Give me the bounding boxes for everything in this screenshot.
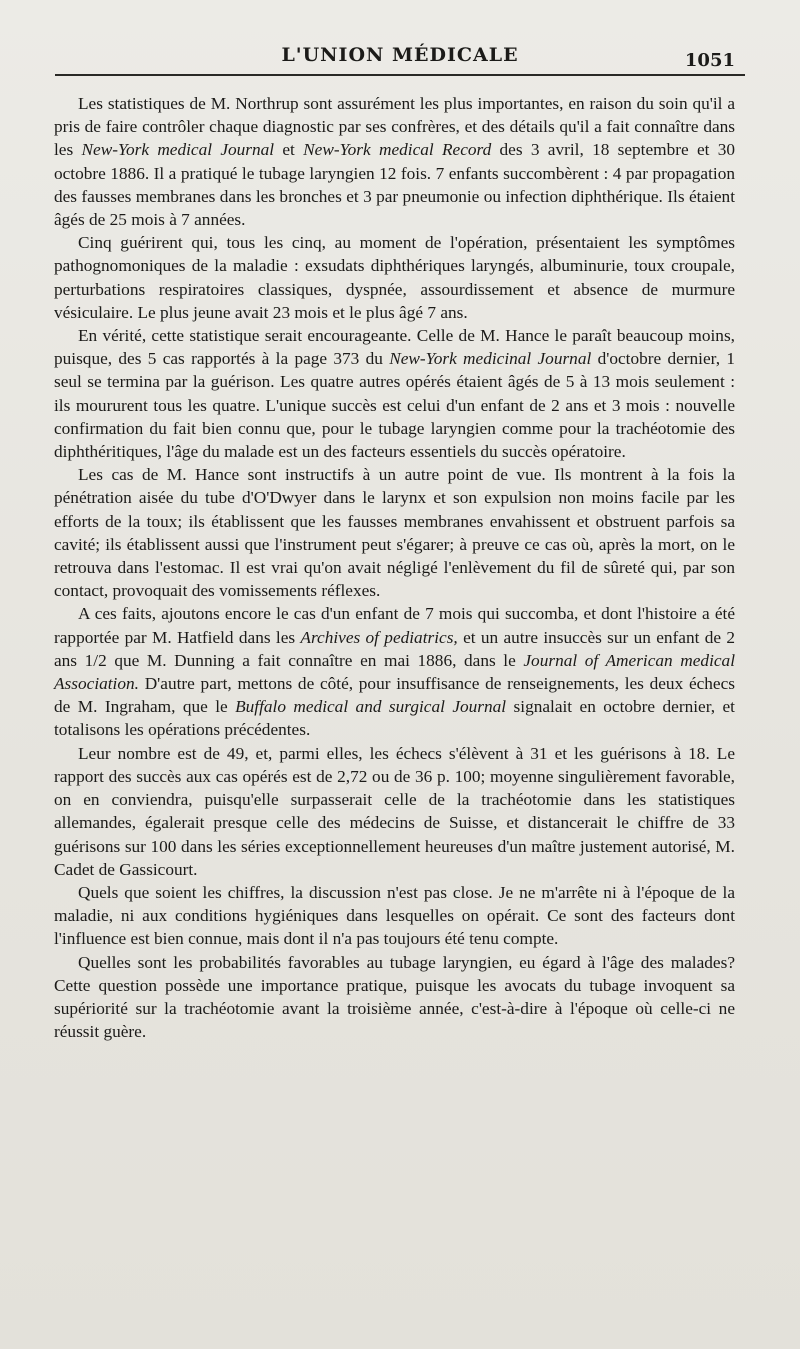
running-head: L'UNION MÉDICALE xyxy=(281,44,519,66)
text-run: Cinq guérirent qui, tous les cinq, au moment de l'opération, présentaient les symptômes pathognomoniques de la maladie : exsudats diphthériques laryngés, albuminurie, toux croupale, perturbations respiratoires classiques, dyspnée, assourdissement et absence de murmure vésiculaire. Le plus jeune avait 23 mois et le plus âgé 7 ans. xyxy=(54,233,735,322)
paragraph xyxy=(54,602,735,741)
text-run: signalait en octobre dernier, et totalisons les opérations précédentes. xyxy=(54,697,735,740)
italic-title: New-York medicinal Journal xyxy=(389,349,592,369)
text-run: Les cas de M. Hance sont instructifs à un autre point de vue. Ils montrent à la fois la pénétration aisée du tube d'O'Dwyer dans le larynx et son expulsion non moins facile par les efforts de la toux; ils établissent que les fausses membranes envahissent et obstruent parfois sa cavité; ils établissent aussi que l'instrument peut s'égarer; à preuve ce cas où, après la mort, on le retrouva dans l'estomac. Il est vrai qu'on avait négligé l'enlèvement du fil de sûreté qui, par son contact, provoquait des vomissements réflexes. xyxy=(54,465,735,601)
text-run: des 3 avril, 18 septembre et 30 octobre 1886. Il a pratiqué le tubage laryngien 12 fois. 7 enfants succombèrent : 4 par propagation des fausses membranes dans les bronches et 3 par pneumonie ou infection diphthérique. Ils étaient âgés de 25 mois à 7 années. xyxy=(54,140,735,230)
paragraph xyxy=(54,881,735,951)
text-run: A ces faits, ajoutons encore le cas d'un enfant de 7 mois qui succomba, et dont l'histoire a été rapportée par M. Hatfield dans les xyxy=(54,604,735,647)
text-run: Les statistiques de M. Northrup sont assurément les plus importantes, en raison du soin qu'il a pris de faire contrôler chaque diagnostic par ses confrères, et des détails qu'il a fait connaître dans les xyxy=(54,94,735,160)
text-run: D'autre part, mettons de côté, pour insuffisance de renseignements, les deux échecs de M. Ingraham, que le xyxy=(54,674,735,717)
page-header xyxy=(55,40,745,80)
italic-title: New-York medical Record xyxy=(303,140,492,160)
paragraph xyxy=(54,951,735,1044)
text-run: et xyxy=(274,140,304,160)
body-text xyxy=(54,92,735,1043)
text-run: d'octobre dernier, 1 seul se termina par la guérison. Les quatre autres opérés étaient âgés de 5 à 13 mois seulement : ils moururent tous les quatre. L'unique succès est celui d'un enfant de 2 ans et 3 mois : nouvelle confirmation du fait bien connu que, pour le tubage laryngien comme pour la trachéotomie des diphthéritiques, l'âge du malade est un des facteurs essentiels du succès opératoire. xyxy=(54,349,735,462)
page-number: 1051 xyxy=(684,50,735,71)
italic-title: Journal of American medical Association. xyxy=(54,650,735,694)
italic-title: New-York medical Journal xyxy=(81,140,275,160)
text-run: Leur nombre est de 49, et, parmi elles, les échecs s'élèvent à 31 et les guérisons à 18. Le rapport des succès aux cas opérés est de 2,72 ou de 36 p. 100; moyenne singulièrement favorable, on en conviendra, puisqu'elle surpasserait celle de la trachéotomie dans les statistiques allemandes, égalerait presque celle des médecins de Suisse, et distancerait le chiffre de 33 guérisons sur 100 dans les séries exceptionnellement heureuses d'un maître justement autorisé, M. Cadet de Gassicourt. xyxy=(54,743,735,879)
header-rule xyxy=(55,74,745,76)
paragraph xyxy=(54,742,735,881)
italic-title: Buffalo medical and surgical Journal xyxy=(235,697,507,717)
paragraph xyxy=(54,324,735,463)
text-run: Quels que soient les chiffres, la discussion n'est pas close. Je ne m'arrête ni à l'époque de la maladie, ni aux conditions hygiéniques dans lesquelles on opérait. Ce sont des facteurs dont l'influence est bien connue, mais dont il n'a pas toujours été tenu compte. xyxy=(54,882,735,949)
paragraph xyxy=(54,92,735,231)
italic-title: Archives of pediatrics, xyxy=(300,627,458,647)
paragraph xyxy=(54,463,735,602)
text-run: Quelles sont les probabilités favorables au tubage laryngien, eu égard à l'âge des malades? Cette question possède une importance pratique, puisque les avocats du tubage invoquent sa supériorité sur la trachéotomie avant la troisième année, c'est-à-dire à l'époque où celle-ci ne réussit guère. xyxy=(54,952,735,1042)
text-run: et un autre insuccès sur un enfant de 2 ans 1/2 que M. Dunning a fait connaître en mai 1886, dans le xyxy=(54,627,735,670)
paragraph xyxy=(54,231,735,324)
text-run: En vérité, cette statistique serait encourageante. Celle de M. Hance le paraît beaucoup moins, puisque, des 5 cas rapportés à la page 373 du xyxy=(54,326,735,369)
